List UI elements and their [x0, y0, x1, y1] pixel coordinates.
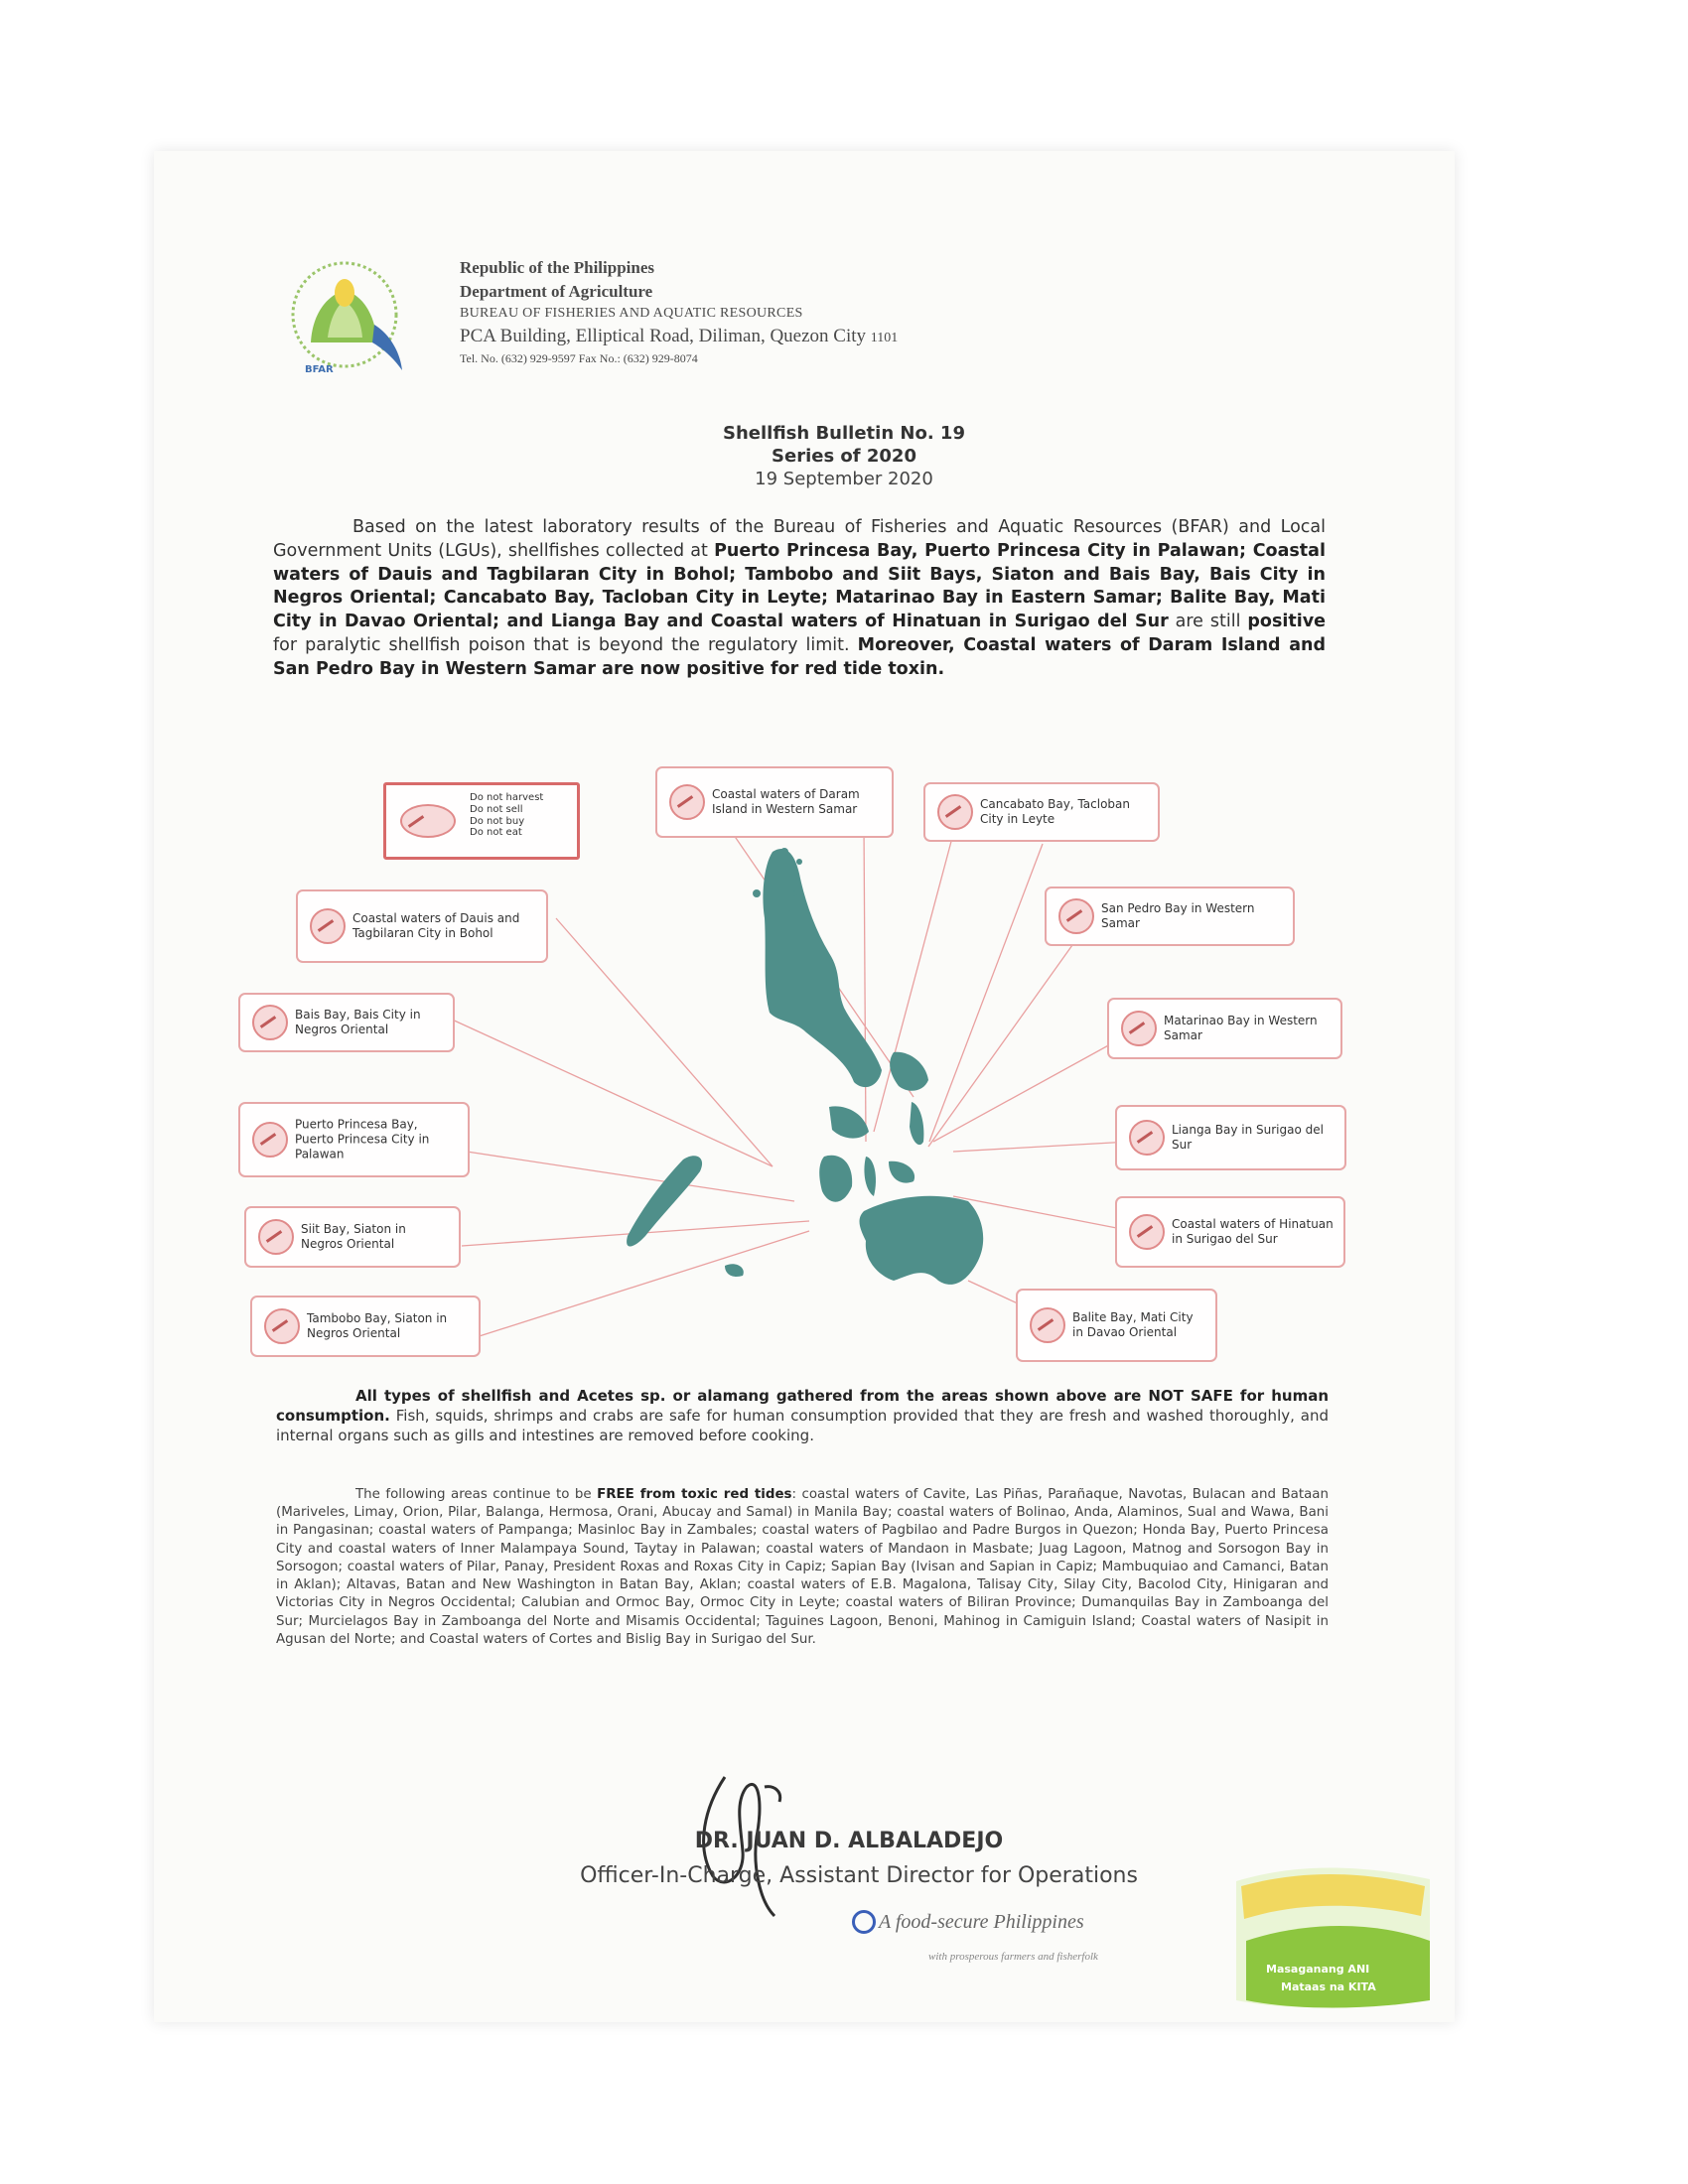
- shellfish-ban-icon: [258, 1219, 294, 1255]
- legend-buy: Do not buy: [470, 815, 525, 827]
- tagline-icon: [852, 1910, 876, 1934]
- tagline: A food-secure Philippines: [879, 1911, 1084, 1933]
- warning-paragraph: [276, 1387, 1329, 1446]
- area-box-daram: [655, 766, 894, 838]
- legend-box: [383, 782, 580, 860]
- area-box-lianga: [1115, 1105, 1346, 1170]
- svg-text:Mataas na KITA: Mataas na KITA: [1281, 1980, 1376, 1993]
- area-label: Lianga Bay in Surigao del Sur: [1172, 1123, 1324, 1152]
- tagline-sub: with prosperous farmers and fisherfolk: [928, 1951, 1098, 1963]
- shellfish-ban-icon: [669, 784, 705, 820]
- svg-text:BFAR: BFAR: [305, 364, 334, 375]
- area-box-balite: [1016, 1289, 1217, 1362]
- islands: [627, 848, 983, 1285]
- area-label: Coastal waters of Daram Island in Western Samar: [712, 787, 860, 816]
- area-box-cancabato: [923, 782, 1160, 842]
- shellfish-ban-icon: [937, 794, 973, 830]
- area-box-dauis: [296, 889, 548, 963]
- shellfish-ban-icon: [1058, 898, 1094, 934]
- free-text-1: The following areas continue to be: [355, 1487, 598, 1502]
- shellfish-ban-icon: [1030, 1307, 1065, 1343]
- area-label: Siit Bay, Siaton in Negros Oriental: [301, 1222, 406, 1251]
- intro-text-1: Based on the latest laboratory results of the Bureau of Fisheries and Aquatic Resources (BFAR) and Local Government Units (LGUs), shellfishes collected at: [273, 517, 1326, 561]
- shellfish-ban-icon: [264, 1308, 300, 1344]
- signatory-title: Officer-In-Charge, Assistant Director for Operations: [580, 1863, 1138, 1888]
- area-box-sanpedro: [1045, 887, 1295, 946]
- area-label: Coastal waters of Dauis and Tagbilaran City in Bohol: [352, 911, 520, 940]
- shellfish-ban-icon: [1129, 1214, 1165, 1250]
- area-label: Bais Bay, Bais City in Negros Oriental: [295, 1008, 421, 1036]
- legend-lines: [470, 792, 571, 839]
- intro-text-3: for paralytic shellfish poison that is beyond the regulatory limit.: [273, 634, 858, 655]
- shellfish-ban-icon: [1129, 1120, 1165, 1156]
- area-label: Cancabato Bay, Tacloban City in Leyte: [980, 797, 1130, 826]
- area-label: Balite Bay, Mati City in Davao Oriental: [1072, 1310, 1194, 1339]
- letterhead-phone: Tel. No. (632) 929-9597 Fax No.: (632) 929-8074: [460, 351, 698, 366]
- legend-sell: Do not sell: [470, 803, 523, 815]
- warning-text: Fish, squids, shrimps and crabs are safe for human consumption provided that they are fresh and washed thoroughly, and internal organs such as gills and intestines are removed before cooking.: [276, 1406, 1329, 1444]
- address-text: PCA Building, Elliptical Road, Diliman, Quezon City: [460, 326, 867, 347]
- area-label: Tambobo Bay, Siaton in Negros Oriental: [307, 1311, 448, 1340]
- letterhead-department: Department of Agriculture: [460, 282, 653, 302]
- free-areas-list: : coastal waters of Cavite, Las Piñas, Parañaque, Navotas, Bulacan and Bataan (Mariveles, Limay, Orion, Pilar, Balanga, Hermosa, Orani, Abucay and Samal) in Manila Bay; coastal waters of Bolinao, Anda, Alaminos, Sual and Wawa, Bani in Pangasinan; coastal waters of Pampanga; Masinloc Bay in Zambales; coastal waters of Pagbilao and Padre Burgos in Quezon; Honda Bay, Puerto Princesa City and coastal waters of Inner Malampaya Sound, Taytay in Palawan; coastal waters of Mandaon in Masbate; Juag Lagoon, Matnog and Sorsogon Bay in Sorsogon; coastal waters of Pilar, Panay, President Roxas and Roxas City in Capiz; Sapian Bay (Ivisan and Sapian in Capiz; Mambuquiao and Camanci, Batan in Aklan); Altavas, Batan and New Washington in Batan Bay, Aklan; coastal waters of E.B. Magalona, Talisay City, Silay City, Bacolod City, Hinigaran and Victorias City in Negros Occidental; Calubian and Ormoc Bay, Ormoc City in Leyte; coastal waters of Biliran Province; Dumanquilas Bay in Zamboanga del Sur; Murcielagos Bay in Zamboanga del Norte and Misamis Occidental; Taguines Lagoon, Benoni, Mahinog in Camiguin Island; Coastal waters of Nasipit in Agusan del Norte; and Coastal waters of Cortes and Bislig Bay in Surigao del Sur.: [276, 1487, 1329, 1647]
- warning-not-safe: All types of shellfish and Acetes sp. or alamang gathered from the areas shown above are NOT SAFE for human consumption.: [276, 1387, 1329, 1425]
- bulletin-date: 19 September 2020: [755, 469, 933, 490]
- shellfish-ban-icon: [252, 1122, 288, 1158]
- shellfish-ban-icon: [400, 804, 456, 838]
- area-label: Matarinao Bay in Western Samar: [1164, 1014, 1318, 1042]
- intro-new-areas: Moreover, Coastal waters of Daram Island and San Pedro Bay in Western Samar are now positive for red tide toxin.: [273, 634, 1326, 679]
- svg-text:Masaganang ANI: Masaganang ANI: [1266, 1963, 1370, 1976]
- letterhead-bureau: BUREAU OF FISHERIES AND AQUATIC RESOURCES: [460, 306, 803, 322]
- area-box-hinatuan: [1115, 1196, 1345, 1268]
- masaganang-ani-badge: [1226, 1861, 1440, 2015]
- bulletin-number: Shellfish Bulletin No. 19: [723, 423, 965, 444]
- intro-text-2: are still: [1168, 612, 1248, 632]
- area-label: San Pedro Bay in Western Samar: [1101, 901, 1255, 930]
- letterhead-republic: Republic of the Philippines: [460, 258, 655, 277]
- intro-positive-word: positive: [1247, 612, 1326, 632]
- free-areas-paragraph: [276, 1486, 1329, 1649]
- zip-code: 1101: [870, 331, 899, 346]
- legend-eat: Do not eat: [470, 827, 522, 839]
- area-box-matarinao: [1107, 998, 1342, 1059]
- signatory-name: DR. JUAN D. ALBALADEJO: [694, 1829, 1004, 1853]
- shellfish-ban-icon: [310, 908, 346, 944]
- area-box-tambobo: [250, 1296, 481, 1357]
- shellfish-ban-icon: [252, 1005, 288, 1040]
- area-box-puerto: [238, 1102, 470, 1177]
- shellfish-ban-icon: [1121, 1011, 1157, 1046]
- area-label: Puerto Princesa Bay, Puerto Princesa City in Palawan: [295, 1117, 430, 1161]
- area-label: Coastal waters of Hinatuan in Surigao del Sur: [1172, 1217, 1334, 1246]
- area-box-siit: [244, 1206, 461, 1268]
- bulletin-series: Series of 2020: [772, 446, 916, 468]
- area-box-bais: [238, 993, 455, 1052]
- legend-harvest: Do not harvest: [470, 792, 544, 803]
- free-heading: FREE from toxic red tides: [597, 1487, 792, 1502]
- intro-positive-areas: Puerto Princesa Bay, Puerto Princesa City in Palawan; Coastal waters of Dauis and Tagbilaran City in Bohol; Tambobo and Siit Bays, Siaton and Bais Bay, Bais City in Negros Oriental; Cancabato Bay, Tacloban City in Leyte; Matarinao Bay in Eastern Samar; Balite Bay, Mati City in Davao Oriental; and Lianga Bay and Coastal waters of Hinatuan in Surigao del Sur: [273, 540, 1326, 632]
